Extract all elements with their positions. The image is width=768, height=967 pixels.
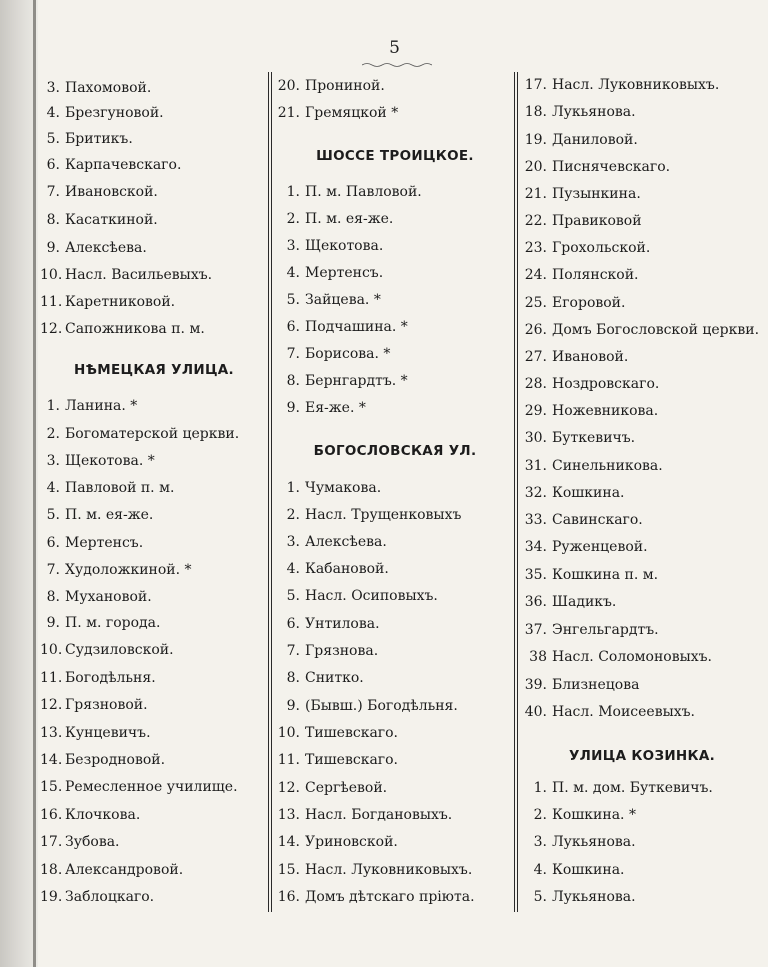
list-entry: 11. Каретниковой. [40, 294, 176, 310]
list-entry: 19. Даниловой. [524, 132, 638, 148]
list-entry: 5. Зайцева. * [286, 292, 381, 308]
list-entry: 14. Безродновой. [40, 752, 166, 768]
list-entry: 7. Борисова. * [286, 346, 391, 362]
list-entry: 38 Насл. Соломоновыхъ. [529, 649, 713, 665]
list-entry: 6. Подчашина. * [286, 319, 408, 335]
list-entry: 34. Руженцевой. [524, 539, 648, 555]
list-entry: 26. Домъ Богословской церкви. [524, 322, 760, 338]
list-entry: 40. Насл. Моисеевыхъ. [524, 704, 695, 720]
list-entry: 12. Сапожникова п. м. [40, 321, 205, 337]
list-entry: 9. П. м. города. [46, 615, 161, 631]
list-entry: 12. Грязновой. [40, 697, 148, 713]
list-entry: 17. Зубова. [40, 834, 120, 850]
list-entry: 5. Лукьянова. [533, 889, 636, 905]
list-entry: 16. Клочкова. [40, 807, 141, 823]
column-divider [514, 72, 518, 912]
list-entry: 11. Богодѣльня. [40, 670, 156, 686]
list-entry: 13. Насл. Богдановыхъ. [277, 807, 453, 823]
list-entry: 6. Унтилова. [286, 616, 380, 632]
list-entry: 3. Лукьянова. [533, 834, 636, 850]
list-entry: 3. Щекотова. * [46, 453, 155, 469]
list-entry: 8. Мухановой. [46, 589, 152, 605]
list-entry: 19. Заблоцкаго. [40, 889, 155, 905]
column-divider [268, 72, 272, 912]
page-number: 5 [389, 38, 401, 58]
list-entry: 1. Чумакова. [286, 480, 382, 496]
list-entry: 23. Грохольской. [524, 240, 651, 256]
list-entry: 24. Полянской. [524, 267, 639, 283]
section-heading: БОГОСЛОВСКАЯ УЛ. [313, 443, 477, 459]
list-entry: 6. Карпачевскаго. [46, 157, 182, 173]
list-entry: 17. Насл. Луковниковыхъ. [524, 77, 720, 93]
list-entry: 22. Правиковой [524, 213, 642, 229]
list-entry: 10. Тишевскаго. [277, 725, 399, 741]
list-entry: 10. Насл. Васильевыхъ. [40, 267, 213, 283]
section-heading: УЛИЦА КОЗИНКА. [568, 748, 716, 764]
list-entry: 25. Егоровой. [524, 295, 626, 311]
list-entry: 10. Судзиловской. [40, 642, 174, 658]
list-entry: 37. Энгельгардтъ. [524, 622, 659, 638]
list-entry: 2. Насл. Трущенковыхъ [286, 507, 462, 523]
section-heading: НѢМЕЦКАЯ УЛИЦА. [74, 362, 234, 378]
list-entry: 7. Ивановской. [46, 184, 158, 200]
list-entry: 14. Уриновской. [277, 834, 398, 850]
list-entry: 8. Касаткиной. [46, 212, 158, 228]
list-entry: 5. П. м. ея-же. [46, 507, 154, 523]
list-entry: 1. Ланина. * [46, 398, 138, 414]
list-entry: 5. Бритикъ. [46, 131, 133, 147]
list-entry: 21. Гремяцкой * [277, 105, 399, 121]
list-entry: 2. П. м. ея-же. [286, 211, 394, 227]
list-entry: 4. Брезгуновой. [46, 105, 164, 121]
list-entry: 4. Кошкина. [533, 862, 625, 878]
list-entry: 4. Кабановой. [286, 561, 389, 577]
list-entry: 2. Богоматерской церкви. [46, 426, 240, 442]
list-entry: 8. Снитко. [286, 670, 364, 686]
list-entry: 7. Худоложкиной. * [46, 562, 192, 578]
list-entry: 35. Кошкина п. м. [524, 567, 659, 583]
list-entry: 36. Шадикъ. [524, 594, 617, 610]
list-entry: 5. Насл. Осиповыхъ. [286, 588, 438, 604]
list-entry: 13. Кунцевичъ. [40, 725, 151, 741]
list-entry: 39. Близнецова [524, 677, 640, 693]
list-entry: 27. Ивановой. [524, 349, 629, 365]
list-entry: 18. Лукьянова. [524, 104, 636, 120]
list-entry: 11. Тишевскаго. [277, 752, 399, 768]
list-entry: 4. Павловой п. м. [46, 480, 175, 496]
list-entry: 15. Насл. Луковниковыхъ. [277, 862, 473, 878]
list-entry: 18. Александровой. [40, 862, 184, 878]
list-entry: 20. Писнячевскаго. [524, 159, 671, 175]
section-heading: ШОССЕ ТРОИЦКОЕ. [316, 148, 474, 164]
list-entry: 29. Ножевникова. [524, 403, 659, 419]
list-entry: 6. Мертенсъ. [46, 535, 144, 551]
list-entry: 3. Щекотова. [286, 238, 384, 254]
list-entry: 2. Кошкина. * [533, 807, 636, 823]
list-entry: 1. П. м. дом. Буткевичъ. [533, 780, 713, 796]
list-entry: 31. Синельникова. [524, 458, 663, 474]
list-entry: 4. Мертенсъ. [286, 265, 384, 281]
list-entry: 21. Пузынкина. [524, 186, 641, 202]
list-entry: 3. Алексѣева. [286, 534, 387, 550]
list-entry: 33. Савинскаго. [524, 512, 643, 528]
list-entry: 15. Ремесленное училище. [40, 779, 238, 795]
list-entry: 20. Прониной. [277, 78, 385, 94]
list-entry: 30. Буткевичъ. [524, 430, 636, 446]
list-entry: 12. Сергѣевой. [277, 780, 388, 796]
list-entry: 3. Пахомовой. [46, 80, 152, 96]
list-entry: 9. (Бывш.) Богодѣльня. [286, 698, 458, 714]
list-entry: 16. Домъ дѣтскаго пріюта. [277, 889, 475, 905]
page-number-ornament [362, 62, 432, 68]
list-entry: 7. Грязнова. [286, 643, 379, 659]
list-entry: 9. Алексѣева. [46, 240, 147, 256]
page-binding-line [33, 0, 36, 967]
list-entry: 9. Ея-же. * [286, 400, 366, 416]
list-entry: 32. Кошкина. [524, 485, 625, 501]
list-entry: 8. Бернгардтъ. * [286, 373, 408, 389]
list-entry: 1. П. м. Павловой. [286, 184, 422, 200]
list-entry: 28. Ноздровскаго. [524, 376, 660, 392]
